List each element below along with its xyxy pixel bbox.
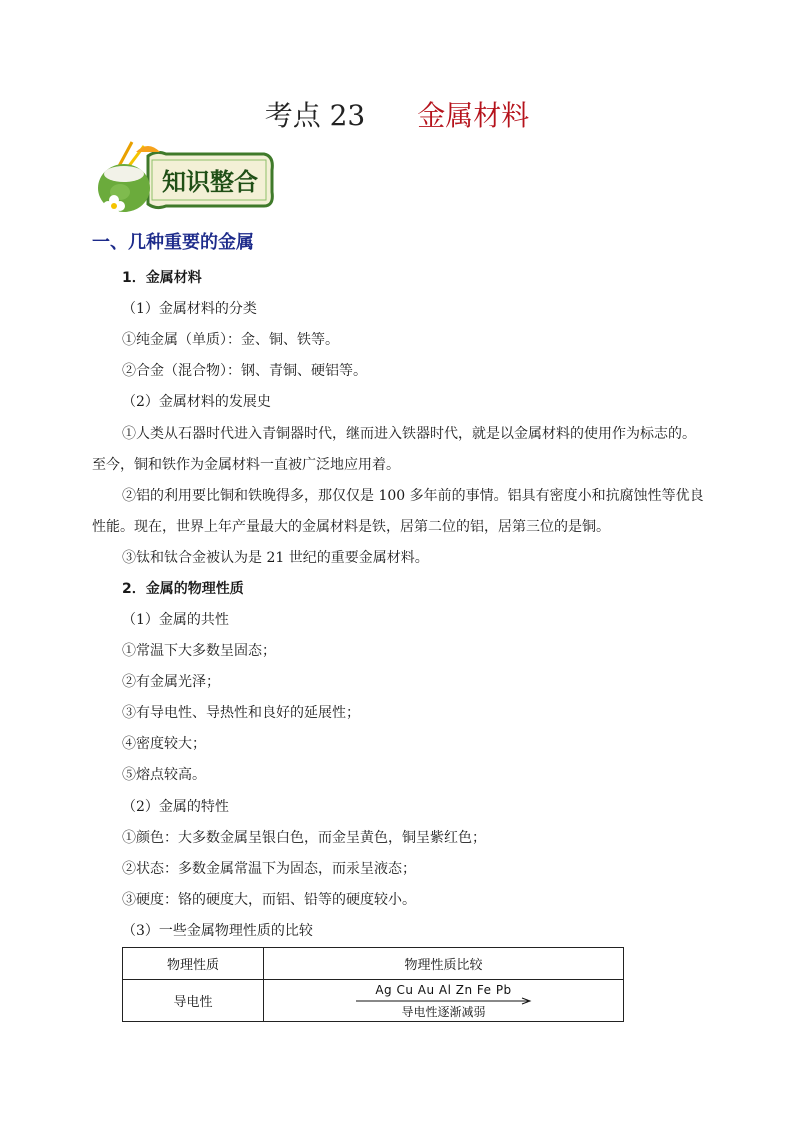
list-item: ②有金属光泽；	[122, 674, 220, 690]
table-row	[123, 980, 624, 1022]
list-item: ①颜色：大多数金属呈银白色，而金呈黄色，铜呈紫红色；	[122, 830, 486, 846]
knowledge-banner	[96, 140, 276, 220]
table-header-row	[123, 948, 624, 980]
table-cell-comparison	[264, 980, 624, 1022]
metal-sequence: Ag Cu Au Al Zn Fe Pb	[375, 982, 512, 997]
table-header-cell: 物理性质比较	[264, 948, 624, 980]
trend-label: 导电性逐渐减弱	[401, 1004, 486, 1019]
title-prefix: 考点 23	[264, 99, 366, 132]
list-item: ⑤熔点较高。	[122, 767, 206, 783]
comparison-table	[122, 947, 624, 1022]
list-item: ①纯金属（单质）：金、铜、铁等。	[122, 332, 339, 348]
paragraph-line: ②铝的利用要比铜和铁晚得多，那仅仅是 100 多年前的事情。铝具有密度小和抗腐蚀性等优良	[122, 488, 704, 504]
list-item: ②状态：多数金属常温下为固态，而汞呈液态；	[122, 861, 416, 877]
list-item: ③硬度：铬的硬度大，而铝、铅等的硬度较小。	[122, 892, 416, 908]
table-header-cell: 物理性质	[123, 948, 264, 980]
subheading-metal-materials: 1．金属材料	[122, 270, 202, 286]
paragraph-line: ③钛和钛合金被认为是 21 世纪的重要金属材料。	[122, 550, 429, 566]
list-item: ③有导电性、导热性和良好的延展性；	[122, 705, 360, 721]
page-title	[0, 96, 794, 136]
list-item: ②合金（混合物）：钢、青铜、硬铝等。	[122, 363, 367, 379]
list-item: ④密度较大；	[122, 736, 206, 752]
paragraph-line: 性能。现在，世界上年产量最大的金属材料是铁，居第二位的铝，居第三位的是铜。	[92, 519, 610, 535]
list-item: （2）金属的特性	[122, 799, 229, 815]
list-item: （1）金属材料的分类	[122, 301, 257, 317]
list-item: ①常温下大多数呈固态；	[122, 643, 276, 659]
paragraph-line: 至今，铜和铁作为金属材料一直被广泛地应用着。	[92, 457, 400, 473]
title-main: 金属材料	[417, 99, 530, 132]
table-caption: （3）一些金属物理性质的比较	[122, 923, 313, 939]
table-cell-property: 导电性	[123, 980, 264, 1022]
banner-label: 知识整合	[162, 168, 258, 196]
list-item: （2）金属材料的发展史	[122, 394, 271, 410]
paragraph-line: ①人类从石器时代进入青铜器时代，继而进入铁器时代，就是以金属材料的使用作为标志的。	[122, 426, 696, 442]
section-heading: 一、几种重要的金属	[92, 232, 254, 253]
right-arrow-icon	[356, 997, 532, 1005]
subheading-physical-properties: 2．金属的物理性质	[122, 581, 244, 597]
list-item: （1）金属的共性	[122, 612, 229, 628]
